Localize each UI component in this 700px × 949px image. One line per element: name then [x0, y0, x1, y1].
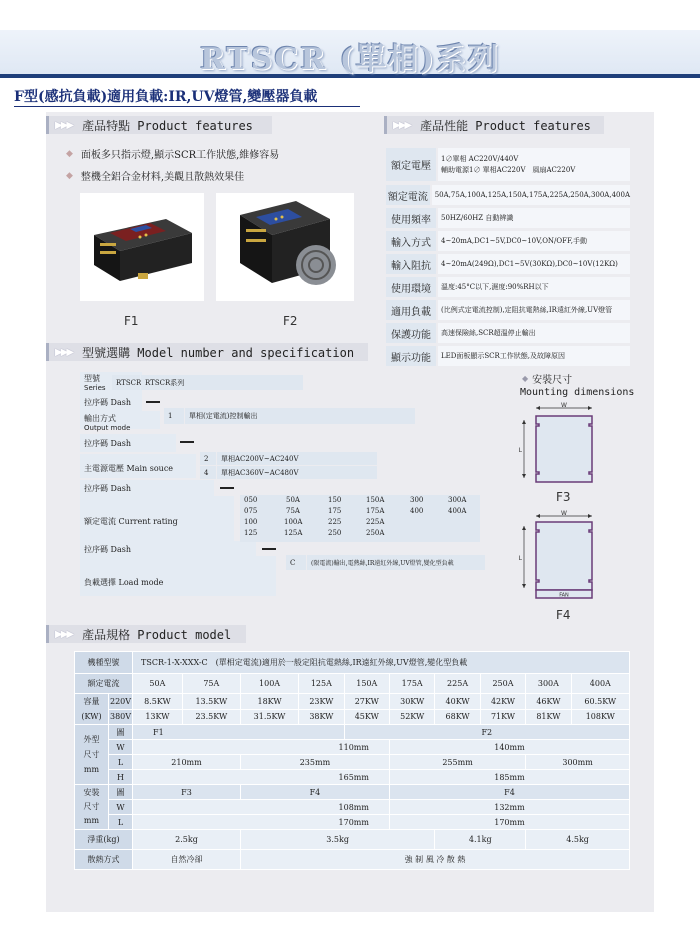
load-code: C	[286, 555, 306, 570]
product-spec-table	[74, 651, 630, 870]
mount-caption-f3: F3	[556, 490, 571, 504]
photo-caption-f1: F1	[124, 314, 139, 328]
table-row: L 170mm 170mm	[75, 815, 630, 830]
perf-row-protection: 保護功能 高速保險絲,SCR超溫停止輸出	[386, 323, 630, 343]
double-arrow-icon: ▶▶▶	[55, 119, 73, 131]
table-row: 380V 13KW 23.5KW 31.5KW 38KW 45KW 52KW 68KW 71KW 81KW 108KW	[75, 709, 630, 725]
dash-label: 拉序碼 Dash	[84, 545, 131, 554]
table-row: 外型 尺寸 mm 圖 F1 F2	[75, 725, 630, 740]
current-label: 額定電流 Current rating	[84, 517, 178, 526]
output-desc: 單相(定電流)控制輸出	[185, 408, 415, 424]
perf-row-environment: 使用環境 溫度:45°C以下,濕度:90%RH以下	[386, 277, 630, 297]
perf-row-frequency: 使用頻率 50HZ/60HZ 自動辨識	[386, 208, 630, 228]
table-row: 額定電流 50A 75A 100A 125A 150A 175A 225A 250A 300A 400A	[75, 674, 630, 694]
mounting-title-en: Mounting dimensions	[520, 387, 635, 398]
table-row: L 210mm 235mm 255mm 300mm	[75, 755, 630, 770]
double-arrow-icon: ▶▶▶	[55, 346, 73, 358]
title-banner	[0, 30, 700, 78]
mount-drawing-f3	[516, 402, 606, 488]
mount-caption-f4: F4	[556, 608, 571, 622]
w-label: W	[561, 402, 567, 409]
performance-heading: ▶▶▶ 產品性能 Product features	[384, 116, 604, 134]
table-row: 容量 (KW) 220V 8.5KW 13.5KW 18KW 23KW 27KW 30KW 40KW 42KW 46KW 60.5KW	[75, 694, 630, 710]
current-rating-grid: 050 50A 150 150A 300 300A 075 75A 175 175A 400 400A 100 100A 225 225A 125 125A 250 250A	[240, 495, 480, 542]
series-name: RTSCR系列	[141, 375, 303, 390]
model-number-heading: ▶▶▶ 型號選購 Model number and specification	[46, 343, 368, 361]
dash-mark	[262, 548, 276, 550]
dash-mark	[146, 401, 160, 403]
fan-label: FAN	[559, 592, 569, 599]
feature-bullet: ◆ 面板多只指示燈,顯示SCR工作狀態,維修容易	[66, 148, 280, 161]
mount-drawing-f4	[516, 510, 606, 606]
page-title: RTSCR (單相)系列	[199, 42, 501, 77]
subtitle-underline	[14, 106, 360, 107]
series-label: 型號 Series	[84, 374, 106, 392]
dash-label: 拉序碼 Dash	[84, 439, 131, 448]
power-code-2: 2	[200, 452, 216, 465]
series-code: RTSCR	[112, 375, 140, 390]
product-model-heading: ▶▶▶ 產品規格 Product model	[46, 625, 246, 643]
dash-mark	[220, 487, 234, 489]
output-code: 1	[164, 408, 184, 424]
output-label: 輸出方式 Output mode	[84, 414, 131, 432]
table-row: 機種型號 TSCR-1-X-XXX-C (單相定電流)適用於一般定阻抗電熱絲,IR遠紅外線,UV燈管,變化型負載	[75, 652, 630, 674]
perf-row-display: 顯示功能 LED面板顯示SCR工作狀態,及故障原因	[386, 346, 630, 366]
table-row: 安裝 尺寸 mm 圖 F3 F4 F4	[75, 785, 630, 800]
w-label: W	[561, 510, 567, 517]
power-code-4: 4	[200, 466, 216, 479]
perf-row-impedance: 輸入阻抗 4~20mA(249Ω),DC1~5V(30KΩ),DC0~10V(12KΩ)	[386, 254, 630, 274]
power-desc-2: 單相AC200V~AC240V	[217, 452, 377, 465]
table-row: 散熱方式 自然冷卻 強 制 風 冷 散 熱	[75, 850, 630, 870]
l-label: L	[518, 447, 522, 454]
perf-row-voltage: 額定電壓 1∅單相 AC220V/440V 輔助電源1∅ 單相AC220V 風扇AC220V	[386, 148, 630, 181]
table-row: 淨重(kg) 2.5kg 3.5kg 4.1kg 4.5kg	[75, 830, 630, 850]
power-label: 主電源電壓 Main souce	[84, 464, 174, 473]
load-desc: (限電流)輸出,電熱絲,IR遠紅外線,UV燈管,變化型負載	[307, 555, 485, 570]
feature-bullet: ◆ 整機全鋁合金材料,美觀且散熱效果佳	[66, 170, 245, 183]
photo-caption-f2: F2	[283, 314, 298, 328]
load-label: 負載選擇 Load mode	[84, 578, 164, 587]
power-desc-4: 單相AC360V~AC480V	[217, 466, 377, 479]
table-row: W 110mm 140mm	[75, 740, 630, 755]
mounting-title: ◆ 安裝尺寸	[522, 374, 573, 386]
diamond-bullet-icon: ◆	[66, 148, 73, 159]
dash-label: 拉序碼 Dash	[84, 484, 131, 493]
features-heading: ▶▶▶ 產品特點 Product features	[46, 116, 272, 134]
perf-row-current: 額定電流 50A,75A,100A,125A,150A,175A,225A,250A,300A,400A	[386, 185, 630, 205]
perf-row-load: 適用負載 (比例式定電流控制),定阻抗電熱絲,IR遠紅外線,UV燈管	[386, 300, 630, 320]
perf-row-input-mode: 輸入方式 4~20mA,DC1~5V,DC0~10V,ON/OFF,手動	[386, 231, 630, 251]
double-arrow-icon: ▶▶▶	[55, 628, 73, 640]
product-photo-f2	[216, 193, 354, 301]
table-row: H 165mm 185mm	[75, 770, 630, 785]
dash-mark	[180, 441, 194, 443]
page-subtitle: F型(感抗負載)適用負載:IR,UV燈管,變壓器負載	[14, 89, 318, 105]
diamond-bullet-icon: ◆	[522, 374, 529, 383]
product-photo-f1	[80, 193, 204, 301]
table-row: W 108mm 132mm	[75, 800, 630, 815]
dash-label: 拉序碼 Dash	[84, 398, 131, 407]
double-arrow-icon: ▶▶▶	[393, 119, 411, 131]
l-label: L	[518, 555, 522, 562]
diamond-bullet-icon: ◆	[66, 170, 73, 181]
